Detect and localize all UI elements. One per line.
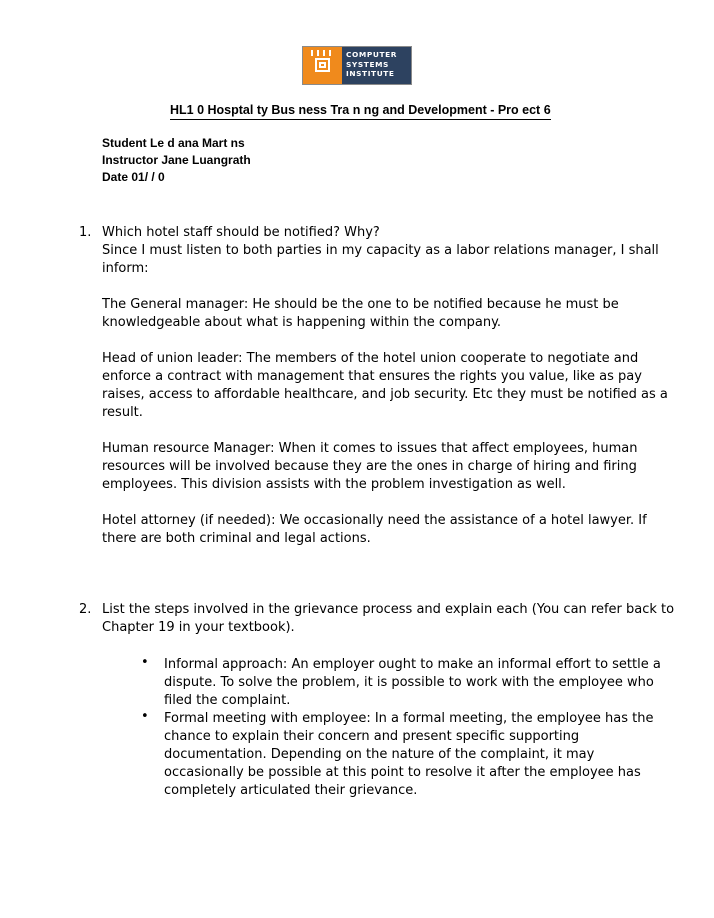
- question-text: Which hotel staff should be notified? Why?: [102, 225, 380, 240]
- bullet-icon: •: [141, 709, 149, 724]
- date-line: Date 01/ / 0: [102, 170, 165, 184]
- instructor-line: Instructor Jane Luangrath: [102, 153, 251, 167]
- student-line: Student Le d ana Mart ns: [102, 136, 245, 150]
- bullet-icon: •: [141, 655, 149, 670]
- list-item-text: Formal meeting with employee: In a formal meeting, the employee has the chance to explain their concern and present specific supporting documentation. Depending on the nature of the complaint, it may occasionally be possible at this point to resolve it after the employee has completely articulated their grievance.: [164, 711, 654, 798]
- answer-intro: Since I must listen to both parties in my capacity as a labor relations manager, I shall inform:: [102, 243, 659, 276]
- question-number: 1.: [79, 225, 92, 240]
- answer-paragraph: Human resource Manager: When it comes to issues that affect employees, human resources will be involved because they are the ones in charge of hiring and firing employees. This division assists with the problem investigation as well.: [102, 441, 638, 492]
- grievance-steps-list: [141, 656, 661, 800]
- answer-paragraph: The General manager: He should be the one to be notified because he must be knowledgeable about what is happening within the company.: [102, 297, 619, 330]
- list-item: [141, 710, 661, 800]
- list-item: [141, 656, 661, 710]
- question-2: [79, 601, 679, 637]
- list-item-text: Informal approach: An employer ought to make an informal effort to settle a dispute. To solve the problem, it is possible to work with the employee who filed the complaint.: [164, 657, 661, 708]
- question-1: [79, 224, 679, 566]
- document-title: HL1 0 Hosptal ty Bus ness Tra n ng and Development - Pro ect 6: [170, 103, 551, 120]
- logo-text: COMPUTER SYSTEMS INSTITUTE: [346, 50, 398, 78]
- question-number: 2.: [79, 602, 92, 617]
- answer-paragraph: Head of union leader: The members of the hotel union cooperate to negotiate and enforce a contract with management that ensures the rights you value, like as pay raises, access to affordable healthcare, and job security. Etc they must be notified as a result.: [102, 351, 668, 420]
- answer-paragraph: Hotel attorney (if needed): We occasionally need the assistance of a hotel lawyer. If there are both criminal and legal actions.: [102, 513, 647, 546]
- question-text: List the steps involved in the grievance process and explain each (You can refer back to Chapter 19 in your textbook).: [102, 602, 675, 635]
- document-meta: [102, 135, 251, 186]
- logo-mark-icon: [303, 47, 342, 84]
- computer-systems-institute-logo: [302, 46, 412, 85]
